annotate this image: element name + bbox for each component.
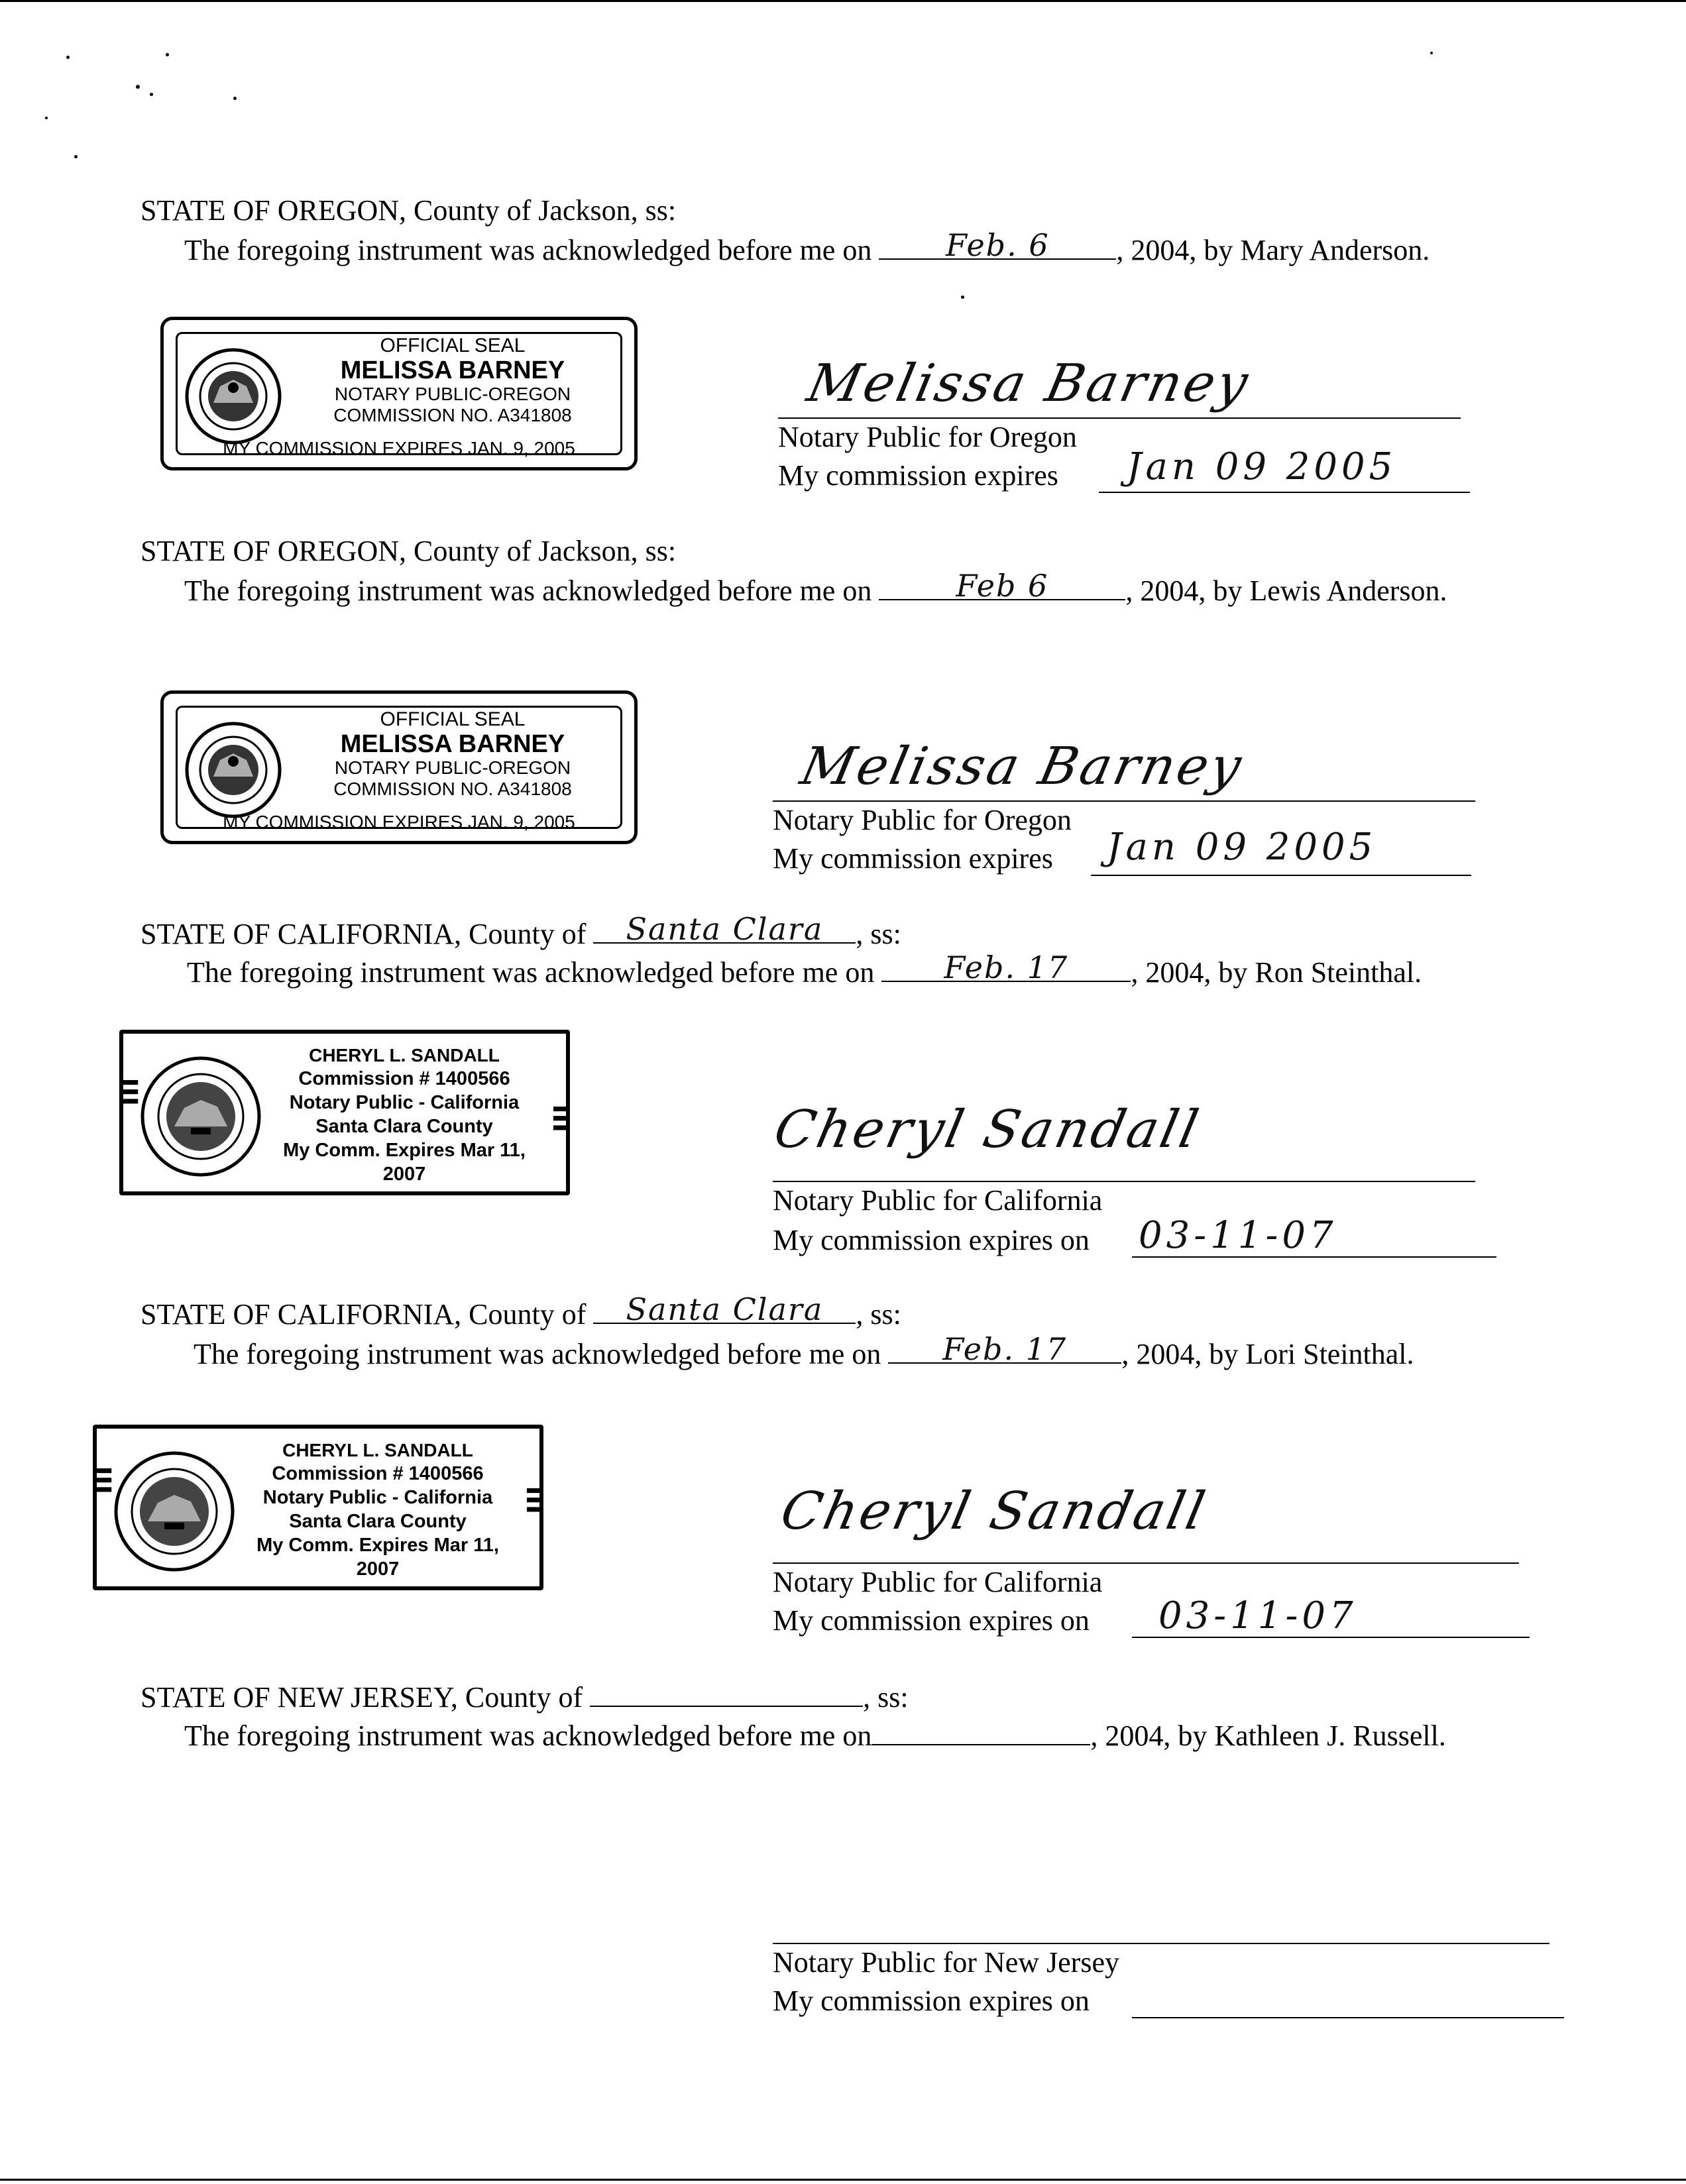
commission-expires-handwritten: 03-11-07 (1139, 1214, 1337, 1257)
scan-speck (66, 56, 70, 59)
official-seal-oregon (160, 317, 638, 470)
seal-line-2: MELISSA BARNEY (340, 730, 565, 758)
state-seal-emblem (138, 1054, 264, 1179)
acknowledgment-line (184, 1718, 1446, 1753)
stamp-line-1: CHERYL L. SANDALL (282, 1440, 473, 1460)
signature-line[interactable] (773, 800, 1475, 802)
stamp-line-4: Santa Clara County (289, 1511, 467, 1532)
scan-speck (74, 155, 78, 158)
ack-date-field[interactable] (879, 227, 1116, 263)
scan-speck (233, 97, 237, 100)
ack-prefix: The foregoing instrument was acknowledged before me on (184, 1720, 872, 1752)
state-prefix: STATE OF CALIFORNIA, County of (140, 918, 587, 950)
notary-title: Notary Public for Oregon (773, 804, 1072, 836)
seal-line-4: COMMISSION NO. A341808 (333, 779, 572, 799)
state-seal-emblem (184, 720, 283, 820)
ack-date-field[interactable] (881, 950, 1131, 985)
commission-expires-label: My commission expires on (773, 1985, 1090, 2017)
ack-date-handwritten: Feb 6 (956, 568, 1049, 604)
stamp-line-5: My Comm. Expires Mar 11, 2007 (256, 1535, 499, 1580)
stamp-side-text: ▌▌▌ (96, 1468, 111, 1497)
seal-line-5: MY COMMISSION EXPIRES JAN. 9, 2005 (223, 438, 575, 459)
acknowledgment-line (184, 568, 1447, 608)
commission-expires-label: My commission expires on (773, 1604, 1090, 1637)
notary-signature: Cheryl Sandall (775, 1482, 1213, 1541)
commission-expires-field[interactable] (1099, 492, 1470, 493)
state-line: STATE OF OREGON, County of Jackson, ss: (140, 535, 677, 567)
ack-suffix: , 2004, by Kathleen J. Russell. (1090, 1720, 1446, 1752)
ack-suffix: , 2004, by Lewis Anderson. (1125, 574, 1447, 607)
seal-line-1: OFFICIAL SEAL (380, 708, 526, 730)
commission-expires-handwritten: Jan 09 2005 (1127, 445, 1397, 488)
state-suffix: , ss: (863, 1681, 909, 1714)
scan-speck (150, 93, 153, 96)
stamp-side-text: ▌▌▌ (554, 1107, 569, 1135)
ack-date-handwritten: Feb. 17 (942, 1331, 1068, 1367)
ack-prefix: The foregoing instrument was acknowledged before me on (187, 956, 875, 989)
notary-title: Notary Public for California (773, 1566, 1103, 1598)
seal-line-1: OFFICIAL SEAL (380, 335, 526, 356)
county-field[interactable] (593, 911, 856, 947)
signature-line[interactable] (773, 1943, 1549, 1944)
notary-stamp-california (93, 1425, 543, 1590)
state-seal-emblem (111, 1448, 237, 1574)
signature-line[interactable] (778, 417, 1461, 419)
seal-line-4: COMMISSION NO. A341808 (333, 405, 572, 425)
stamp-line-5: My Comm. Expires Mar 11, 2007 (283, 1140, 526, 1185)
scan-speck (1430, 52, 1433, 54)
commission-expires-handwritten: Jan 09 2005 (1107, 826, 1377, 869)
notary-signature: Melissa Barney (795, 737, 1249, 796)
acknowledgment-line (194, 1331, 1414, 1372)
ack-prefix: The foregoing instrument was acknowledged before me on (184, 574, 872, 607)
county-field[interactable] (593, 1291, 856, 1327)
state-line (140, 911, 901, 952)
notary-signature: Melissa Barney (802, 354, 1256, 413)
stamp-line-3: Notary Public - California (262, 1487, 493, 1508)
notary-title: Notary Public for Oregon (778, 421, 1077, 453)
county-field[interactable] (590, 1679, 863, 1707)
signature-line[interactable] (773, 1181, 1475, 1182)
notary-title: Notary Public for New Jersey (773, 1946, 1119, 1979)
commission-expires-field[interactable] (1132, 2017, 1564, 2018)
commission-expires-label: My commission expires (773, 842, 1053, 875)
state-prefix: STATE OF NEW JERSEY, County of (140, 1681, 583, 1714)
stamp-line-3: Notary Public - California (289, 1092, 520, 1113)
signature-line[interactable] (773, 1562, 1519, 1564)
ack-suffix: , 2004, by Mary Anderson. (1116, 234, 1430, 266)
county-handwritten: Santa Clara (626, 1291, 824, 1327)
notary-stamp-california (119, 1030, 570, 1195)
commission-expires-label: My commission expires (778, 459, 1058, 492)
state-seal-emblem (184, 347, 283, 446)
seal-text (290, 708, 616, 800)
stamp-line-1: CHERYL L. SANDALL (309, 1045, 500, 1065)
commission-expires-field[interactable] (1091, 875, 1471, 876)
commission-expires-label: My commission expires on (773, 1224, 1090, 1256)
commission-expires-handwritten: 03-11-07 (1158, 1594, 1357, 1637)
stamp-line-4: Santa Clara County (315, 1116, 493, 1137)
scan-speck (166, 53, 169, 56)
top-border (0, 0, 1686, 2)
official-seal-oregon (160, 690, 638, 844)
acknowledgment-line (187, 950, 1422, 990)
state-suffix: , ss: (856, 1298, 901, 1331)
stamp-side-text: ▌▌▌ (528, 1488, 542, 1517)
seal-text (290, 335, 616, 426)
stamp-text (262, 1044, 546, 1186)
county-handwritten: Santa Clara (626, 911, 824, 947)
notary-signature: Cheryl Sandall (769, 1100, 1206, 1160)
ack-date-field[interactable] (879, 568, 1125, 604)
state-line: STATE OF OREGON, County of Jackson, ss: (140, 194, 677, 227)
ack-date-field[interactable] (871, 1718, 1090, 1745)
ack-prefix: The foregoing instrument was acknowledged before me on (194, 1338, 881, 1370)
notary-title: Notary Public for California (773, 1184, 1103, 1217)
state-line (140, 1679, 909, 1715)
state-prefix: STATE OF CALIFORNIA, County of (140, 1298, 587, 1331)
ack-date-handwritten: Feb. 17 (944, 950, 1069, 985)
bottom-border (0, 2179, 1686, 2181)
ack-prefix: The foregoing instrument was acknowledged before me on (184, 234, 872, 266)
seal-line-3: NOTARY PUBLIC-OREGON (334, 757, 571, 778)
acknowledgment-line (184, 227, 1430, 268)
ack-suffix: , 2004, by Lori Steinthal. (1121, 1338, 1414, 1370)
state-suffix: , ss: (856, 918, 901, 950)
seal-line-3: NOTARY PUBLIC-OREGON (334, 384, 571, 404)
state-line (140, 1291, 901, 1332)
scan-speck (45, 117, 48, 119)
ack-date-field[interactable] (888, 1331, 1121, 1367)
seal-line-5: MY COMMISSION EXPIRES JAN. 9, 2005 (223, 812, 575, 832)
stamp-text (236, 1439, 520, 1581)
seal-line-2: MELISSA BARNEY (340, 356, 565, 384)
stamp-line-2: Commission # 1400566 (298, 1068, 510, 1089)
ack-suffix: , 2004, by Ron Steinthal. (1131, 956, 1422, 989)
scan-speck (961, 296, 964, 299)
ack-date-handwritten: Feb. 6 (946, 227, 1050, 263)
stamp-side-text: ▌▌▌ (123, 1080, 137, 1109)
stamp-line-2: Commission # 1400566 (272, 1463, 484, 1484)
scan-speck (136, 85, 140, 89)
